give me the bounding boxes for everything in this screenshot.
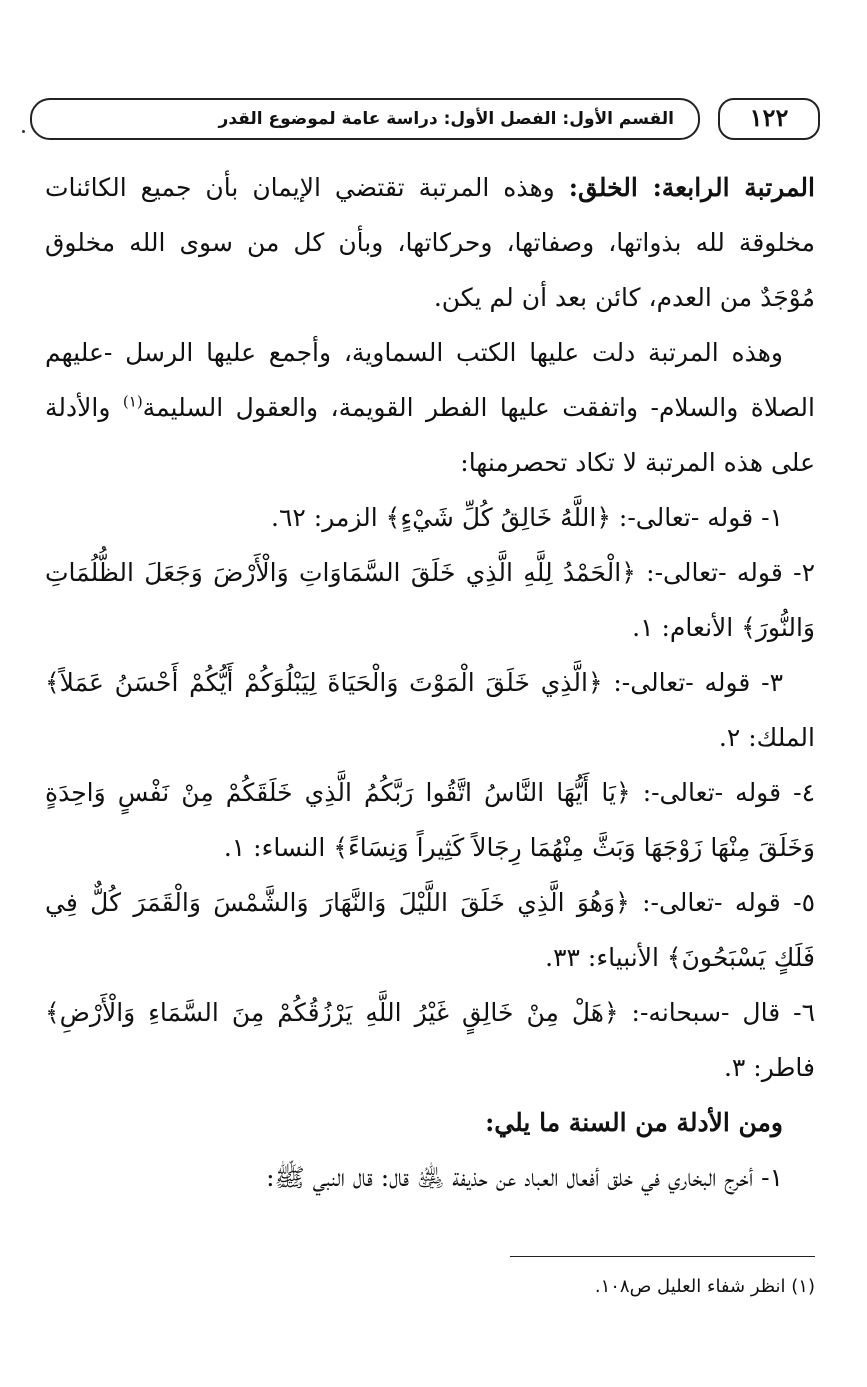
- page-header: [30, 98, 820, 144]
- page-number: ١٢٢: [718, 98, 820, 140]
- footnote-ref: (١): [122, 392, 143, 411]
- running-title: القسم الأول: الفصل الأول: دراسة عامة لموضوع القدر: [218, 109, 674, 129]
- evidence-item-2: ٢- قوله -تعالى-: ﴿الْحَمْدُ لِلَّهِ الَّذِي خَلَقَ السَّمَاوَاتِ وَالْأَرْضَ وَجَعَلَ الظُّلُمَاتِ وَالنُّورَ﴾ الأنعام: ١.: [45, 558, 815, 642]
- paragraph-text: وهذه المرتبة تقتضي الإيمان بأن جميع الكائنات مخلوقة لله بذواتها، وصفاتها، وحركاتها، وبأن كل من سوى الله مخلوق مُوْجَدٌ من العدم، كائن بعد أن لم يكن.: [45, 173, 815, 312]
- main-text: [45, 160, 815, 1205]
- paragraph-fourth-rank: [45, 160, 815, 325]
- evidence-item-3: ٣- قوله -تعالى-: ﴿الَّذِي خَلَقَ الْمَوْتَ وَالْحَيَاةَ لِيَبْلُوَكُمْ أَيُّكُمْ أَحْسَنُ عَمَلاً﴾ الملك: ٢.: [45, 668, 815, 752]
- paragraph-text: وهذه المرتبة دلت عليها الكتب السماوية، وأجمع عليها الرسل -عليهم الصلاة والسلام- واتفقت عليها الفطر القويمة، والعقول السليمة: [45, 338, 815, 422]
- evidence-item-4: ٤- قوله -تعالى-: ﴿يَا أَيُّهَا النَّاسُ اتَّقُوا رَبَّكُمُ الَّذِي خَلَقَكُمْ مِنْ نَفْسٍ وَاحِدَةٍ وَخَلَقَ مِنْهَا زَوْجَهَا وَبَثَّ مِنْهُمَا رِجَالاً كَثِيراً وَنِسَاءً﴾ النساء: ١.: [45, 778, 815, 862]
- footnote-separator: [510, 1256, 815, 1257]
- evidence-item-5: ٥- قوله -تعالى-: ﴿وَهُوَ الَّذِي خَلَقَ اللَّيْلَ وَالنَّهَارَ وَالشَّمْسَ وَالْقَمَرَ كُلٌّ فِي فَلَكٍ يَسْبَحُونَ﴾ الأنبياء: ٣٣.: [45, 888, 815, 972]
- paragraph-evidence: [45, 325, 815, 490]
- evidence-item-1: ١- قوله -تعالى-: ﴿اللَّهُ خَالِقُ كُلِّ شَيْءٍ﴾ الزمر: ٦٢.: [271, 503, 783, 532]
- section-lead: المرتبة الرابعة: الخلق:: [568, 173, 815, 202]
- footnote: (١) انظر شفاء العليل ص١٠٨.: [594, 1276, 815, 1297]
- sunnah-item-1: ١- أخرج البخاري في خلق أفعال العباد عن حذيفة ﵁ قال: قال النبي ﷺ:: [266, 1163, 783, 1192]
- evidence-item-6: ٦- قال -سبحانه-: ﴿هَلْ مِنْ خَالِقٍ غَيْرُ اللَّهِ يَرْزُقُكُمْ مِنَ السَّمَاءِ وَالْأَرْضِ﴾ فاطر: ٣.: [45, 998, 815, 1082]
- margin-dot: [22, 130, 25, 133]
- sunnah-heading: ومن الأدلة من السنة ما يلي:: [485, 1108, 783, 1137]
- running-title-box: [30, 98, 700, 140]
- paragraph-text: والأدلة على هذه المرتبة لا تكاد تحصرمنها:: [45, 393, 815, 477]
